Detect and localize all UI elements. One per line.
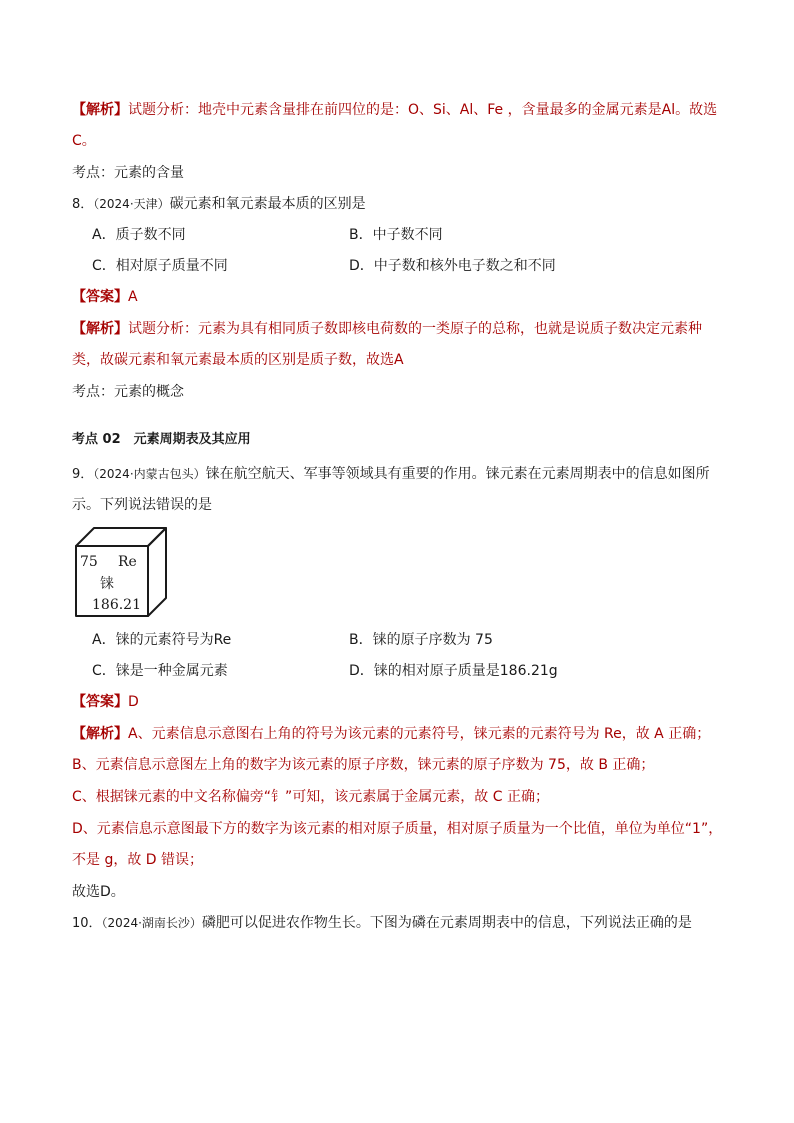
question-number: 8．	[72, 197, 94, 212]
element-symbol: Re	[118, 554, 137, 570]
q9-option-b: B．铼的原子序数为 75	[349, 632, 493, 648]
q9-stem-line1	[72, 464, 710, 485]
q8-answer	[72, 287, 138, 307]
question-stem: 磷肥可以促进农作物生长。下图为磷在元素周期表中的信息，下列说法正确的是	[201, 915, 692, 931]
q8-analysis-line2: 类，故碳元素和氧元素最本质的区别是质子数，故选A	[72, 352, 404, 368]
q8-option-c: C．相对原子质量不同	[92, 258, 228, 274]
q9-option-a: A．铼的元素符号为Re	[92, 632, 232, 648]
answer-label: 【答案】	[72, 694, 128, 710]
q9-option-d: D．铼的相对原子质量是186.21g	[349, 663, 558, 679]
question-source: （2024·天津）	[93, 197, 170, 211]
question-number: 9．	[72, 467, 94, 482]
analysis-text: A、元素信息示意图右上角的符号为该元素的元素符号，铼元素的元素符号为 Re，故 A 正确；	[128, 726, 711, 742]
analysis-label: 【解析】	[72, 321, 128, 337]
q9-analysis-line5: 不是 g，故 D 错误；	[72, 852, 204, 868]
analysis-text: 试题分析：元素为具有相同质子数即核电荷数的一类原子的总称，也就是说质子数决定元素种	[128, 321, 702, 337]
q7-kaodian: 考点：元素的含量	[72, 165, 184, 181]
element-cube-diagram	[72, 524, 172, 620]
q9-analysis-line3: C、根据铼元素的中文名称偏旁“钅”可知，该元素属于金属元素，故 C 正确；	[72, 789, 549, 805]
q9-analysis-line1	[72, 724, 710, 744]
q10-stem	[72, 913, 692, 934]
q8-stem	[72, 194, 366, 215]
element-name: 铼	[100, 576, 114, 592]
q9-stem-line2: 示。下列说法错误的是	[72, 497, 212, 513]
section-heading: 考点 02 元素周期表及其应用	[72, 432, 251, 447]
q9-analysis-line4: D、元素信息示意图最下方的数字为该元素的相对原子质量，相对原子质量为一个比值，单位为单位“1”，	[72, 821, 723, 837]
answer-value: D	[128, 694, 139, 710]
q8-option-d: D．中子数和核外电子数之和不同	[349, 258, 556, 274]
analysis-text: 试题分析：地壳中元素含量排在前四位的是：O、Si、Al、Fe ，含量最多的金属元素是Al。故选	[128, 102, 718, 118]
element-mass: 186.21	[92, 597, 141, 613]
q9-option-c: C．铼是一种金属元素	[92, 663, 228, 679]
q7-analysis-line2: C。	[72, 133, 96, 149]
q9-answer	[72, 692, 139, 712]
element-atomic-number: 75	[80, 554, 98, 570]
q8-option-a: A．质子数不同	[92, 227, 186, 243]
q9-analysis-line2: B、元素信息示意图左上角的数字为该元素的原子序数，铼元素的原子序数为 75，故 B 正确；	[72, 757, 655, 773]
question-stem: 铼在航空航天、军事等领域具有重要的作用。铼元素在元素周期表中的信息如图所	[205, 466, 710, 482]
q7-analysis-line1	[72, 100, 717, 120]
question-source: （2024·湖南长沙）	[101, 916, 202, 930]
q9-analysis-line6: 故选D。	[72, 884, 125, 900]
answer-value: A	[128, 289, 138, 305]
analysis-label: 【解析】	[72, 726, 128, 742]
q8-kaodian: 考点：元素的概念	[72, 384, 184, 400]
question-stem: 碳元素和氧元素最本质的区别是	[169, 196, 366, 212]
question-number: 10．	[72, 916, 102, 931]
analysis-label: 【解析】	[72, 102, 128, 118]
q8-analysis-line1	[72, 319, 702, 339]
answer-label: 【答案】	[72, 289, 128, 305]
question-source: （2024·内蒙古包头）	[93, 467, 206, 481]
q8-option-b: B．中子数不同	[349, 227, 443, 243]
